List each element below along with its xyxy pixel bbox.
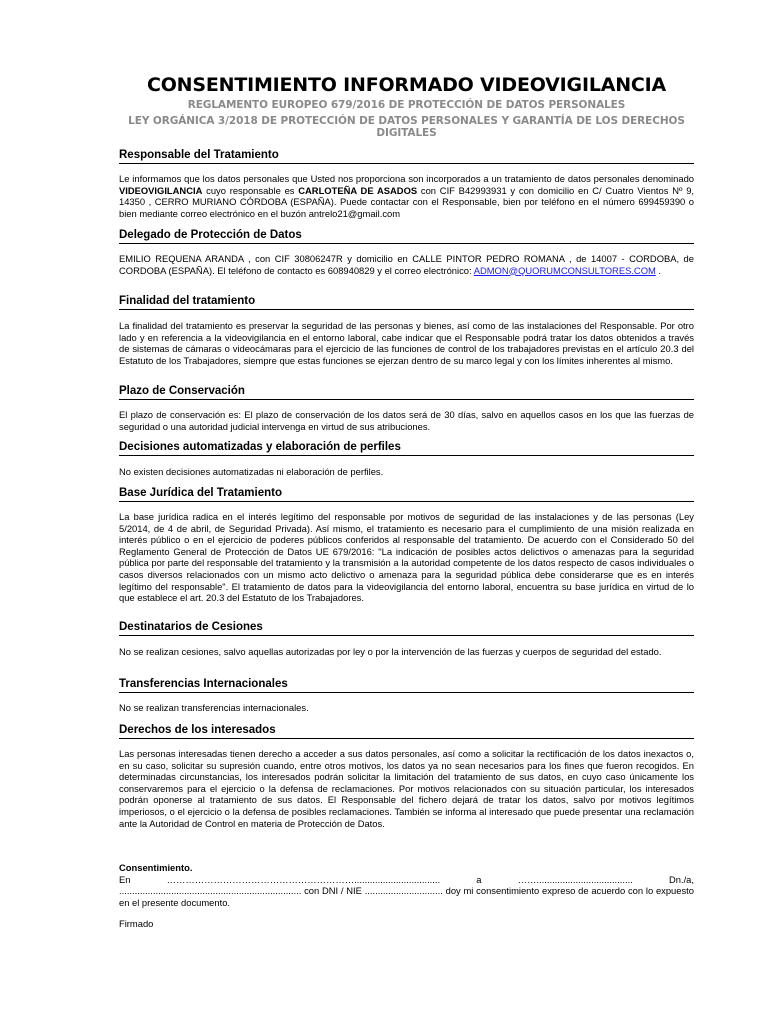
consent-heading: Consentimiento.	[119, 862, 193, 873]
section-heading-delegado: Delegado de Protección de Datos	[119, 229, 694, 244]
finalidad-paragraph: La finalidad del tratamiento es preservar la seguridad de las personas y bienes, así como de las instalaciones del Responsable. Por otro lado y en referencia a la videovigilancia en el entorno laboral, cabe indicar que el Responsable podrá tratar los datos obtenidos a través de sistemas de cámaras o videocámaras para el ejercicio de las funciones de control de los trabajadores previstas en el artículo 20.3 del Estatuto de los Trabajadores, siempre que estas funciones se ejerzan dentro de su marco legal y con los límites inherentes al mismo.	[119, 320, 694, 366]
treatment-name: VIDEOVIGILANCIA	[119, 184, 203, 196]
transferencias-paragraph: No se realizan transferencias internacionales.	[119, 702, 309, 713]
dpo-email-link[interactable]: ADMON@QUORUMCONSULTORES.COM	[473, 264, 656, 276]
controller-name: CARLOTEÑA DE ASADOS	[298, 184, 418, 196]
document-subtitle-law: LEY ORGÁNICA 3/2018 DE PROTECCIÓN DE DATOS PERSONALES Y GARANTÍA DE LOS DERECHOS DIGITALES	[128, 115, 685, 139]
section-heading-finalidad: Finalidad del tratamiento	[119, 295, 694, 310]
decisiones-paragraph: No existen decisiones automatizadas ni elaboración de perfiles.	[119, 466, 384, 477]
responsable-text-2: cuyo responsable es	[202, 184, 299, 196]
delegado-end: .	[655, 264, 662, 276]
base-juridica-paragraph: La base jurídica radica en el interés legítimo del responsable por motivos de seguridad de las instalaciones y de las personas (Ley 5/2014, de 4 de abril, de Seguridad Privada). Así mismo, el tratamiento es necesario para el cumplimiento de una misión realizada en interés público o en el ejercicio de poderes públicos conferidos al responsable del tratamiento. De acuerdo con el Considerado 50 del Reglamento General de Protección de Datos UE 679/2016: "La indicación de posibles actos delictivos o amenazas para la seguridad pública por parte del responsable del tratamiento y la transmisión a la autoridad competente de los datos respecto de casos individuales o casos diversos relacionados con un mismo acto delictivo o amenaza para la seguridad pública debe considerarse que es en interés legítimo del responsable". El tratamiento de datos para la videovigilancia del entorno laboral, encuentra su base jurídica en virtud de lo que establece el art. 20.3 del Estatuto de los Trabajadores.	[119, 511, 694, 604]
section-heading-transferencias: Transferencias Internacionales	[119, 678, 694, 693]
section-heading-base-juridica: Base Jurídica del Tratamiento	[119, 487, 694, 502]
delegado-text: EMILIO REQUENA ARANDA , con CIF 30806247R y domicilio en CALLE PINTOR PEDRO ROMANA , de 14007 - CORDOBA, de CORDOBA (ESPAÑA). El teléfono de contacto es 608940829 y el correo electrónico:	[119, 253, 694, 276]
document-title: CONSENTIMIENTO INFORMADO VIDEOVIGILANCIA	[146, 74, 667, 96]
plazo-paragraph: El plazo de conservación es: El plazo de conservación de los datos será de 30 días, salvo en aquellos casos en los que las fuerzas de seguridad o una autoridad judicial intervenga en virtud de sus atribuciones.	[119, 409, 694, 432]
responsable-text-1: Le informamos que los datos personales que Usted nos proporciona son incorporados a un tratamiento de datos personales denominado	[119, 173, 694, 184]
section-heading-decisiones: Decisiones automatizadas y elaboración de perfiles	[119, 441, 694, 456]
signed-label: Firmado	[119, 918, 154, 929]
responsable-text-3: con CIF B42993931 y con domicilio en C/ Cuatro Vientos Nº 9, 14350 , CERRO MURIANO CÓRDOBA (ESPAÑA). Puede contactar con el Responsable, bien por teléfono en el número 699459390 o bien mediante correo electrónico en el buzón antrelo21@gmail.com	[119, 184, 695, 219]
delegado-paragraph	[119, 253, 694, 276]
section-heading-destinatarios: Destinatarios de Cesiones	[119, 621, 694, 636]
section-heading-responsable: Responsable del Tratamiento	[119, 149, 694, 164]
derechos-paragraph: Las personas interesadas tienen derecho a acceder a sus datos personales, así como a solicitar la rectificación de los datos inexactos o, en su caso, solicitar su supresión cuando, entre otros motivos, los datos ya no sean necesarios para los fines que fueron recogidos. En determinadas circunstancias, los interesados podrán solicitar la limitación del tratamiento de sus datos, en cuyo caso únicamente los conservaremos para el ejercicio o la defensa de reclamaciones. Por motivos relacionados con su situación particular, los interesados podrán oponerse al tratamiento de sus datos. El Responsable del fichero dejará de tratar los datos, salvo por motivos legítimos imperiosos, o el ejercicio o la defensa de posibles reclamaciones. También se informa al interesado que puede presentar una reclamación ante la Autoridad de Control en materia de Protección de Datos.	[119, 748, 694, 829]
responsable-paragraph	[119, 173, 694, 219]
section-heading-derechos: Derechos de los interesados	[119, 724, 694, 739]
section-heading-plazo: Plazo de Conservación	[119, 385, 694, 400]
document-subtitle-regulation: REGLAMENTO EUROPEO 679/2016 DE PROTECCIÓN DE DATOS PERSONALES	[187, 99, 626, 111]
consent-block	[119, 862, 694, 908]
consent-statement: En ……………………………………………………................................. a ……..................................... Dn./a, ...................................................................... con DNI / NIE .............................. doy mi consentimiento expreso de acuerdo con lo expuesto en el presente documento.	[119, 873, 694, 908]
destinatarios-paragraph: No se realizan cesiones, salvo aquellas autorizadas por ley o por la intervención de las fuerzas y cuerpos de seguridad del estado.	[119, 646, 662, 657]
